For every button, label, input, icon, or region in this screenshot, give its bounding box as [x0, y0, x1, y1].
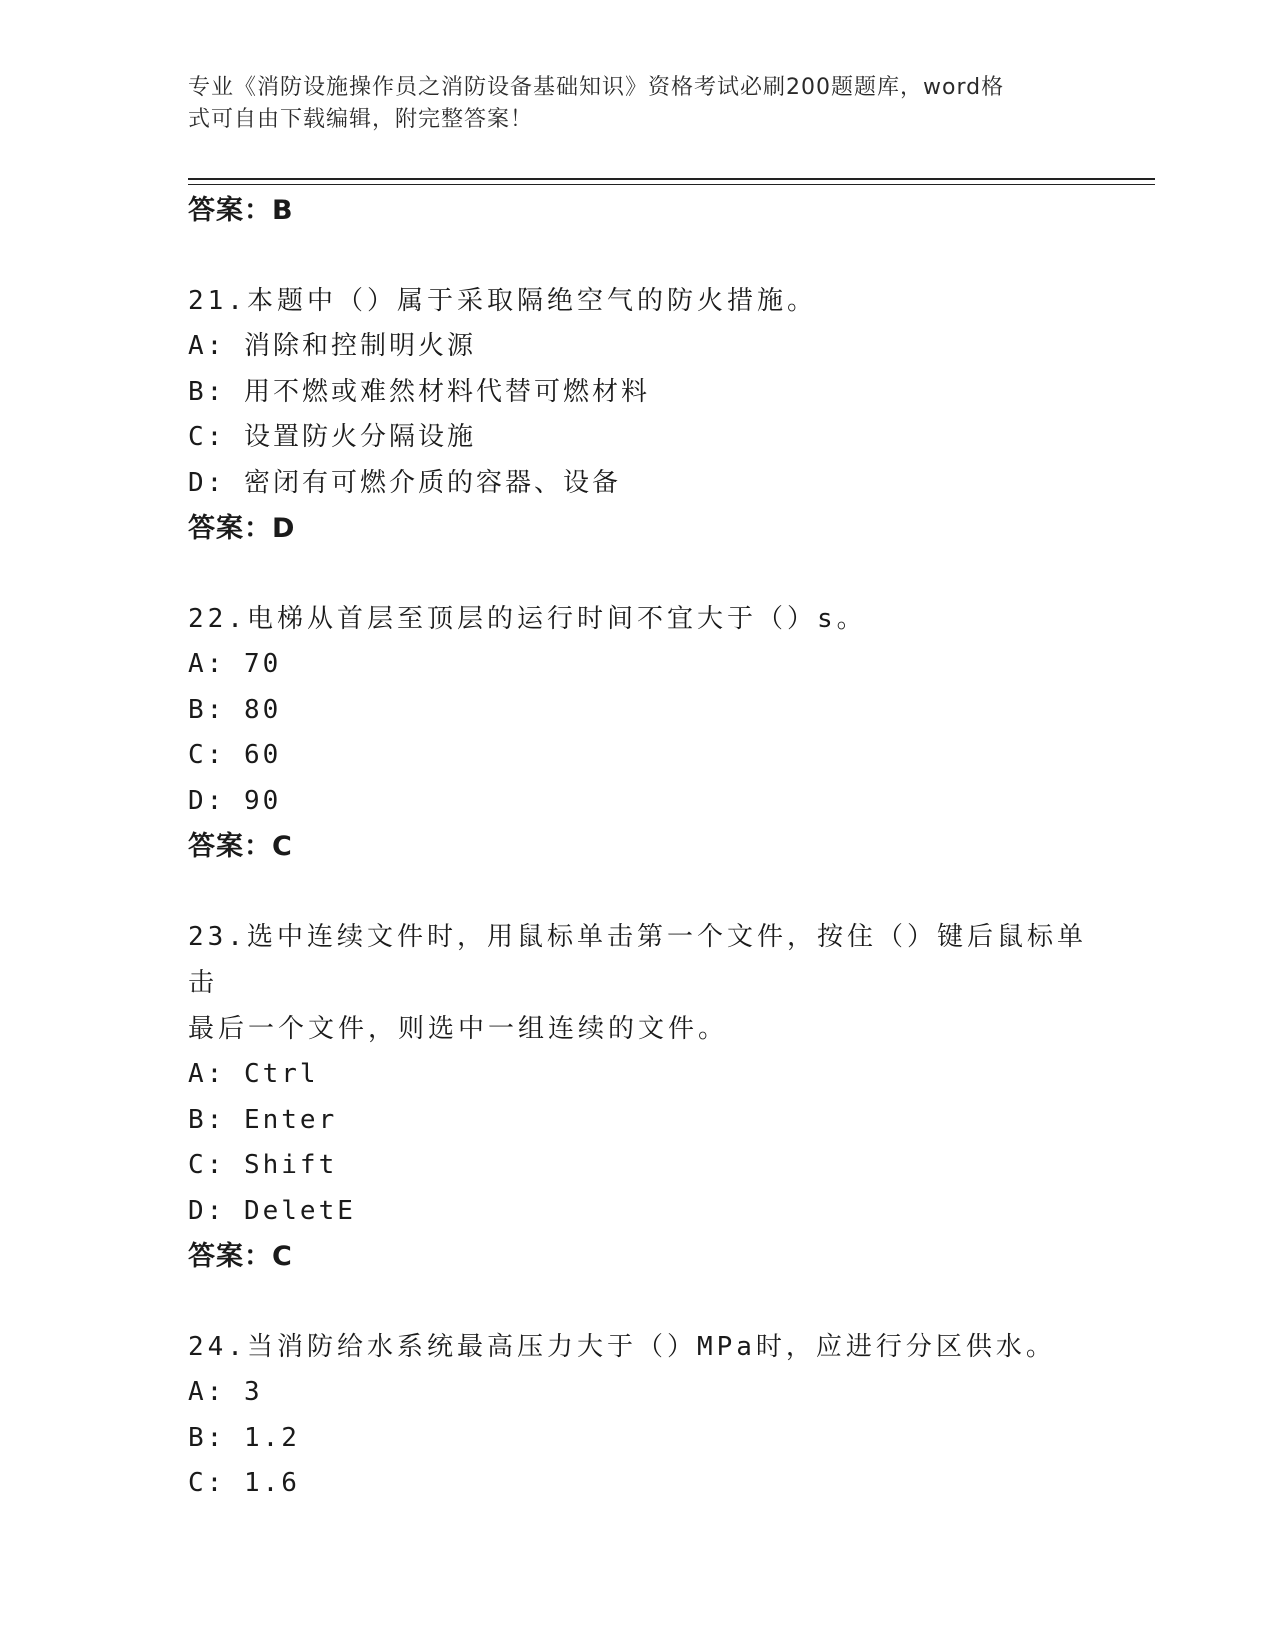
question-stem: 21.本题中（）属于采取隔绝空气的防火措施。 — [188, 286, 817, 316]
question-stem: 24.当消防给水系统最高压力大于（）MPa时，应进行分区供水。 — [188, 1332, 1056, 1362]
answer: 答案：D — [188, 513, 296, 544]
answer: 答案：C — [188, 1241, 293, 1272]
answer: 答案：C — [188, 831, 293, 862]
question-23 — [188, 914, 1088, 1280]
option-d: D: 密闭有可燃介质的容器、设备 — [188, 467, 621, 498]
option-a: A: 消除和控制明火源 — [188, 331, 476, 361]
option-c: C: 1.6 — [188, 1468, 300, 1498]
option-d: D: 90 — [188, 785, 282, 816]
header-line-2: 式可自由下载编辑，附完整答案！ — [188, 107, 534, 132]
question-22 — [188, 596, 1088, 870]
spacer — [188, 552, 1088, 596]
spacer — [188, 234, 1088, 278]
option-a: A: 3 — [188, 1377, 263, 1407]
option-a: A: 70 — [188, 649, 282, 679]
option-d: D: DeletE — [188, 1195, 356, 1226]
option-c: C: 60 — [188, 740, 282, 770]
document-header — [188, 72, 1068, 136]
header-line-1: 专业《消防设施操作员之消防设备基础知识》资格考试必刷200题题库，word格 — [188, 75, 1005, 100]
option-c: C: 设置防火分隔设施 — [188, 422, 476, 452]
question-21 — [188, 278, 1088, 552]
spacer — [188, 1280, 1088, 1324]
question-stem: 22.电梯从首层至顶层的运行时间不宜大于（）s。 — [188, 604, 867, 634]
previous-answer: 答案：B — [188, 195, 294, 226]
option-b: B: 用不燃或难然材料代替可燃材料 — [188, 376, 650, 407]
header-divider-thin — [188, 184, 1155, 185]
option-b: B: 1.2 — [188, 1422, 300, 1453]
option-c: C: Shift — [188, 1150, 338, 1180]
question-24 — [188, 1324, 1088, 1507]
spacer — [188, 870, 1088, 914]
option-a: A: Ctrl — [188, 1059, 319, 1089]
option-b: B: Enter — [188, 1104, 338, 1135]
question-stem-line-2: 最后一个文件，则选中一组连续的文件。 — [188, 1014, 729, 1044]
header-divider-thick — [188, 178, 1155, 180]
question-stem-line-1: 23.选中连续文件时，用鼠标单击第一个文件，按住（）键后鼠标单击 — [188, 922, 1087, 998]
question-list — [188, 188, 1088, 1507]
option-b: B: 80 — [188, 694, 282, 725]
